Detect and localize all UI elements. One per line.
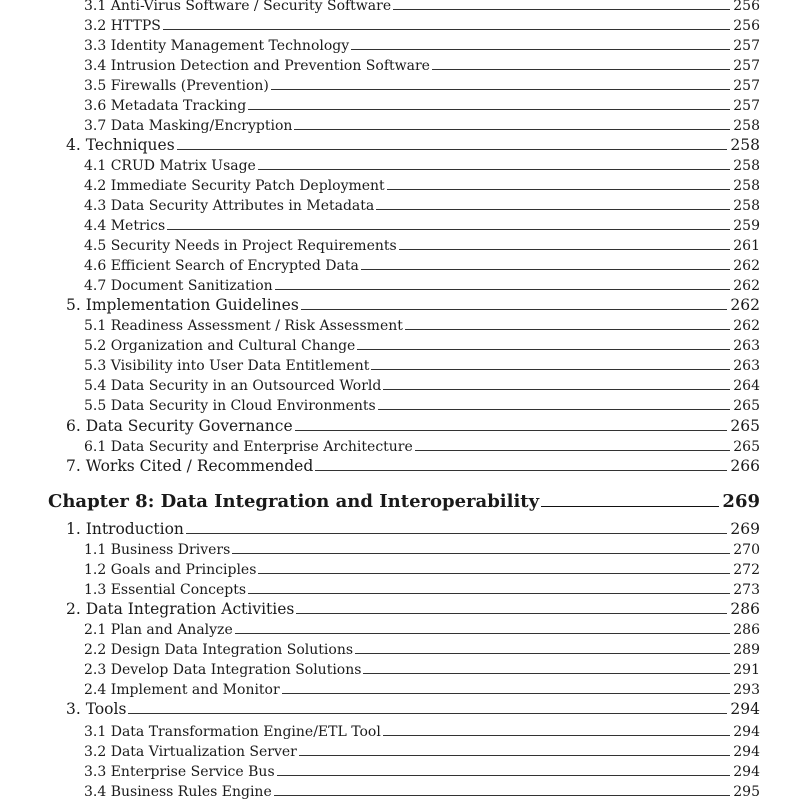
subsection-entry: [84, 680, 760, 698]
entry-title: 3.1 Anti-Virus Software / Security Software: [84, 0, 392, 14]
page-number: 262: [733, 318, 760, 334]
page-number: 293: [733, 682, 760, 698]
leader-line: [383, 735, 730, 736]
entry-title: 5.5 Data Security in Cloud Environments: [84, 398, 376, 414]
entry-title: 1.3 Essential Concepts: [84, 582, 247, 598]
leader-line: [275, 289, 731, 290]
leader-line: [271, 89, 730, 90]
page-number: 286: [733, 622, 760, 638]
leader-line: [355, 653, 730, 654]
entry-title: 3.6 Metadata Tracking: [84, 98, 247, 114]
page-number: 263: [733, 338, 760, 354]
leader-line: [258, 169, 730, 170]
section-entry: [66, 134, 760, 154]
page-number: 262: [733, 258, 760, 274]
leader-line: [315, 470, 727, 471]
subsection-entry: [84, 0, 760, 14]
page-number: 262: [733, 278, 760, 294]
page-number: 294: [733, 744, 760, 760]
page-number: 258: [733, 118, 760, 134]
entry-title: 1. Introduction: [66, 520, 184, 538]
leader-line: [432, 69, 730, 70]
page-number: 294: [733, 724, 760, 740]
entry-title: 2.3 Develop Data Integration Solutions: [84, 662, 362, 678]
page-number: 291: [733, 662, 760, 678]
entry-title: 4.5 Security Needs in Project Requirements: [84, 238, 397, 254]
chapter-entry: [48, 488, 760, 512]
subsection-entry: [84, 316, 760, 334]
entry-title: 5.1 Readiness Assessment / Risk Assessment: [84, 318, 403, 334]
section-entry: [66, 598, 760, 618]
page-number: 258: [733, 158, 760, 174]
entry-title: 2.1 Plan and Analyze: [84, 622, 233, 638]
subsection-entry: [84, 356, 760, 374]
page-number: 289: [733, 642, 760, 658]
page-number: 273: [733, 582, 760, 598]
subsection-entry: [84, 580, 760, 598]
page-number: 257: [733, 78, 760, 94]
subsection-entry: [84, 216, 760, 234]
leader-line: [277, 775, 731, 776]
leader-line: [186, 533, 728, 534]
leader-line: [294, 129, 730, 130]
subsection-entry: [84, 256, 760, 274]
leader-line: [405, 329, 730, 330]
page-number: 256: [733, 18, 760, 34]
subsection-entry: [84, 56, 760, 74]
entry-title: 5.4 Data Security in an Outsourced World: [84, 378, 382, 394]
section-entry: [66, 294, 760, 314]
leader-line: [248, 109, 730, 110]
leader-line: [235, 633, 731, 634]
entry-title: 3.3 Identity Management Technology: [84, 38, 350, 54]
page-number: 286: [730, 600, 760, 618]
leader-line: [383, 389, 730, 390]
leader-line: [371, 369, 730, 370]
entry-title: 4.6 Efficient Search of Encrypted Data: [84, 258, 359, 274]
subsection-entry: [84, 437, 760, 455]
page-number: 272: [733, 562, 760, 578]
section-entry: [66, 698, 760, 718]
page-number: 258: [733, 198, 760, 214]
entry-title: 2.2 Design Data Integration Solutions: [84, 642, 354, 658]
page-number: 263: [733, 358, 760, 374]
page-number: 265: [730, 417, 760, 435]
subsection-entry: [84, 762, 760, 780]
page-number: 261: [733, 238, 760, 254]
page-number: 262: [730, 296, 760, 314]
section-entry: [66, 415, 760, 435]
entry-title: 5.3 Visibility into User Data Entitlement: [84, 358, 370, 374]
entry-title: 3.7 Data Masking/Encryption: [84, 118, 293, 134]
entry-title: 4.2 Immediate Security Patch Deployment: [84, 178, 385, 194]
entry-title: 3.1 Data Transformation Engine/ETL Tool: [84, 724, 381, 740]
entry-title: 1.1 Business Drivers: [84, 542, 231, 558]
subsection-entry: [84, 236, 760, 254]
subsection-entry: [84, 376, 760, 394]
subsection-entry: [84, 722, 760, 740]
leader-line: [282, 693, 731, 694]
leader-line: [361, 269, 730, 270]
entry-title: 2. Data Integration Activities: [66, 600, 295, 618]
entry-title: 3.4 Intrusion Detection and Prevention Software: [84, 58, 430, 74]
page-number: 270: [733, 542, 760, 558]
section-entry: [66, 518, 760, 538]
leader-line: [177, 149, 728, 150]
subsection-entry: [84, 156, 760, 174]
entry-title: Chapter 8: Data Integration and Interoperability: [48, 491, 540, 512]
subsection-entry: [84, 196, 760, 214]
entry-title: 3.5 Firewalls (Prevention): [84, 78, 269, 94]
subsection-entry: [84, 540, 760, 558]
leader-line: [295, 430, 728, 431]
page-number: 256: [733, 0, 760, 14]
entry-title: 3.2 HTTPS: [84, 18, 161, 34]
subsection-entry: [84, 560, 760, 578]
subsection-entry: [84, 640, 760, 658]
page-number: 295: [733, 784, 760, 800]
subsection-entry: [84, 620, 760, 638]
entry-title: 7. Works Cited / Recommended: [66, 457, 314, 475]
page-number: 264: [733, 378, 760, 394]
leader-line: [357, 349, 730, 350]
leader-line: [167, 229, 730, 230]
entry-title: 3.4 Business Rules Engine: [84, 784, 272, 800]
leader-line: [296, 613, 727, 614]
leader-line: [299, 755, 730, 756]
subsection-entry: [84, 116, 760, 134]
leader-line: [351, 49, 730, 50]
subsection-entry: [84, 660, 760, 678]
leader-line: [128, 713, 727, 714]
page-number: 258: [730, 136, 760, 154]
subsection-entry: [84, 276, 760, 294]
page-number: 266: [730, 457, 760, 475]
page-number: 269: [722, 491, 760, 512]
leader-line: [415, 450, 730, 451]
entry-title: 6.1 Data Security and Enterprise Architecture: [84, 439, 413, 455]
leader-line: [232, 553, 730, 554]
entry-title: 3.2 Data Virtualization Server: [84, 744, 297, 760]
page-number: 294: [733, 764, 760, 780]
page-number: 257: [733, 38, 760, 54]
subsection-entry: [84, 742, 760, 760]
entry-title: 5.2 Organization and Cultural Change: [84, 338, 356, 354]
subsection-entry: [84, 76, 760, 94]
subsection-entry: [84, 16, 760, 34]
subsection-entry: [84, 176, 760, 194]
leader-line: [163, 29, 730, 30]
leader-line: [541, 506, 719, 507]
leader-line: [258, 573, 730, 574]
page-number: 269: [730, 520, 760, 538]
subsection-entry: [84, 96, 760, 114]
subsection-entry: [84, 336, 760, 354]
entry-title: 3. Tools: [66, 700, 127, 718]
entry-title: 4.3 Data Security Attributes in Metadata: [84, 198, 375, 214]
page-number: 257: [733, 58, 760, 74]
leader-line: [248, 593, 730, 594]
entry-title: 4. Techniques: [66, 136, 175, 154]
subsection-entry: [84, 396, 760, 414]
leader-line: [378, 409, 731, 410]
entry-title: 4.1 CRUD Matrix Usage: [84, 158, 256, 174]
leader-line: [301, 309, 728, 310]
entry-title: 5. Implementation Guidelines: [66, 296, 299, 314]
page-number: 294: [730, 700, 760, 718]
leader-line: [274, 795, 731, 796]
page-number: 259: [733, 218, 760, 234]
page-number: 258: [733, 178, 760, 194]
page-number: 265: [733, 398, 760, 414]
page-number: 265: [733, 439, 760, 455]
entry-title: 1.2 Goals and Principles: [84, 562, 257, 578]
entry-title: 3.3 Enterprise Service Bus: [84, 764, 275, 780]
entry-title: 4.7 Document Sanitization: [84, 278, 273, 294]
leader-line: [399, 249, 731, 250]
entry-title: 6. Data Security Governance: [66, 417, 293, 435]
section-entry: [66, 455, 760, 475]
leader-line: [387, 189, 731, 190]
leader-line: [393, 9, 730, 10]
leader-line: [363, 673, 730, 674]
leader-line: [376, 209, 730, 210]
subsection-entry: [84, 782, 760, 800]
subsection-entry: [84, 36, 760, 54]
entry-title: 4.4 Metrics: [84, 218, 166, 234]
entry-title: 2.4 Implement and Monitor: [84, 682, 280, 698]
page-number: 257: [733, 98, 760, 114]
